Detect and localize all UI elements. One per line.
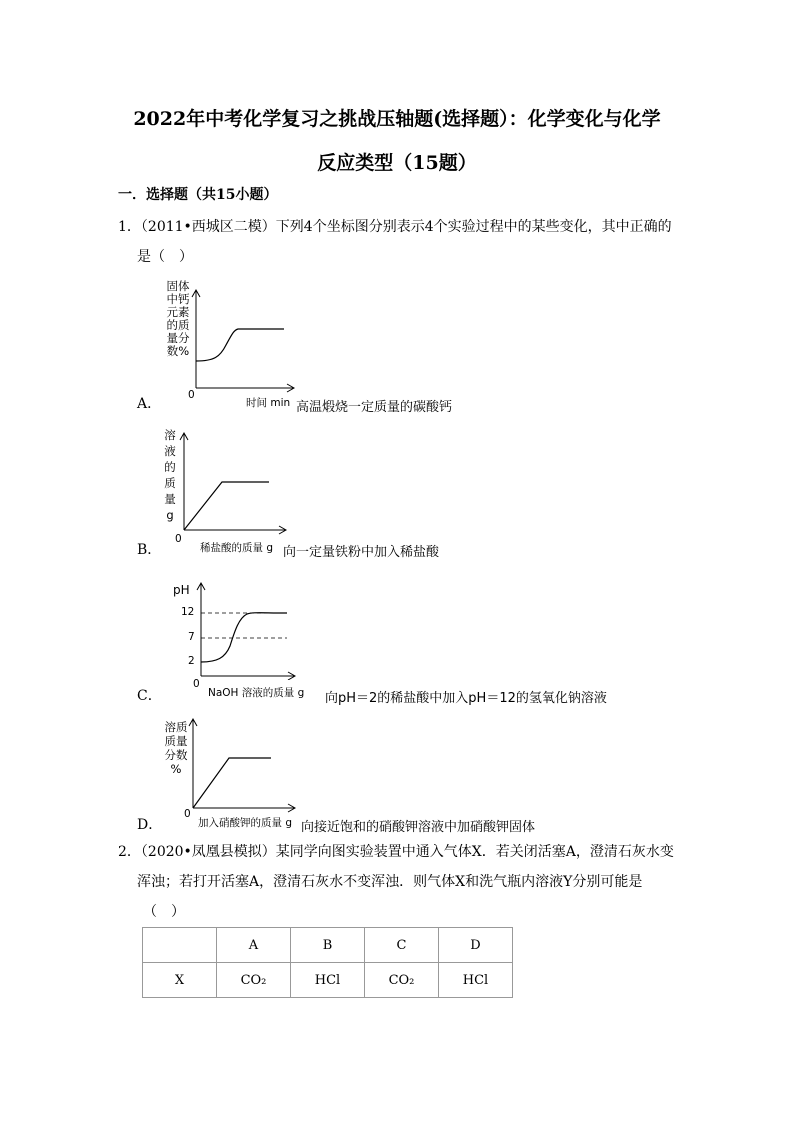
graph-b-ylabel: 溶 液 的 质 量 g [164, 428, 176, 522]
q2-table-cell-c: CO₂ [365, 963, 439, 998]
graph-b-curve [184, 482, 269, 530]
q2-table-header-c: C [365, 928, 439, 963]
q2-table-header-a: A [217, 928, 291, 963]
graph-b-origin: 0 [175, 533, 182, 545]
graph-c-curve [201, 613, 287, 662]
graph-a-plot [186, 285, 301, 395]
q1-stem-line2: 是（ ） [137, 249, 193, 265]
graph-a-xlabel: 时间 min [246, 397, 291, 409]
q2-table-header-b: B [291, 928, 365, 963]
graph-c-tick-2: 2 [188, 655, 195, 667]
q2-table-cell-d: HCl [439, 963, 513, 998]
graph-d-plot [185, 714, 300, 814]
q1-stem-line1: 1．（2011•西城区二模）下列4个坐标图分别表示4个实验过程中的某些变化，其中正确的 [118, 219, 672, 235]
option-a-letter: A． [137, 396, 162, 412]
graph-b-xlabel: 稀盐酸的质量 g [200, 542, 274, 554]
page-title-line2: 反应类型（15题） [317, 152, 477, 174]
graph-c-origin: 0 [193, 678, 200, 690]
option-c-letter: C． [137, 688, 162, 704]
graph-c-tick-12: 12 [181, 606, 195, 618]
graph-d-xlabel: 加入硝酸钾的质量 g [198, 817, 293, 829]
q2-stem-line1: 2．（2020•凤凰县模拟）某同学向图实验装置中通入气体X．若关闭活塞A，澄清石灰水变 [118, 844, 674, 860]
graph-c-ylabel: pH [173, 583, 190, 597]
option-d-caption: 向接近饱和的硝酸钾溶液中加硝酸钾固体 [301, 820, 536, 835]
q2-table-row-label: X [143, 963, 217, 998]
q2-table-corner [143, 928, 217, 963]
q2-table-cell-b: HCl [291, 963, 365, 998]
graph-d-curve [193, 758, 271, 808]
graph-d-origin: 0 [184, 808, 191, 820]
graph-d-ylabel: 溶质 质量 分数 % [164, 720, 188, 776]
page-title-line1: 2022年中考化学复习之挑战压轴题(选择题）：化学变化与化学 [133, 108, 661, 130]
q2-stem-line2: 浑浊；若打开活塞A，澄清石灰水不变浑浊．则气体X和洗气瓶内溶液Y分别可能是 [137, 874, 643, 890]
q2-table [142, 927, 513, 998]
option-d-letter: D． [137, 817, 163, 833]
section-heading: 一．选择题（共15小题） [118, 187, 278, 203]
q2-stem-line3: （ ） [143, 904, 185, 920]
graph-a-curve [196, 329, 284, 361]
q2-table-header-d: D [439, 928, 513, 963]
graph-c-xlabel: NaOH 溶液的质量 g [208, 687, 305, 699]
q2-table-cell-a: CO₂ [217, 963, 291, 998]
q2-table-row-x [143, 963, 513, 998]
q2-table-header-row [143, 928, 513, 963]
option-b-caption: 向一定量铁粉中加入稀盐酸 [283, 545, 440, 560]
graph-b-plot [176, 428, 296, 543]
graph-c-plot [195, 578, 300, 680]
option-b-letter: B． [137, 542, 162, 558]
graph-a-origin: 0 [188, 389, 195, 401]
option-c-caption: 向pH＝2的稀盐酸中加入pH＝12的氢氧化钠溶液 [325, 691, 607, 706]
graph-c-tick-7: 7 [188, 631, 195, 643]
option-a-caption: 高温煅烧一定质量的碳酸钙 [296, 400, 453, 415]
graph-a-ylabel: 固体 中钙 元素 的质 量分 数% [166, 279, 190, 358]
